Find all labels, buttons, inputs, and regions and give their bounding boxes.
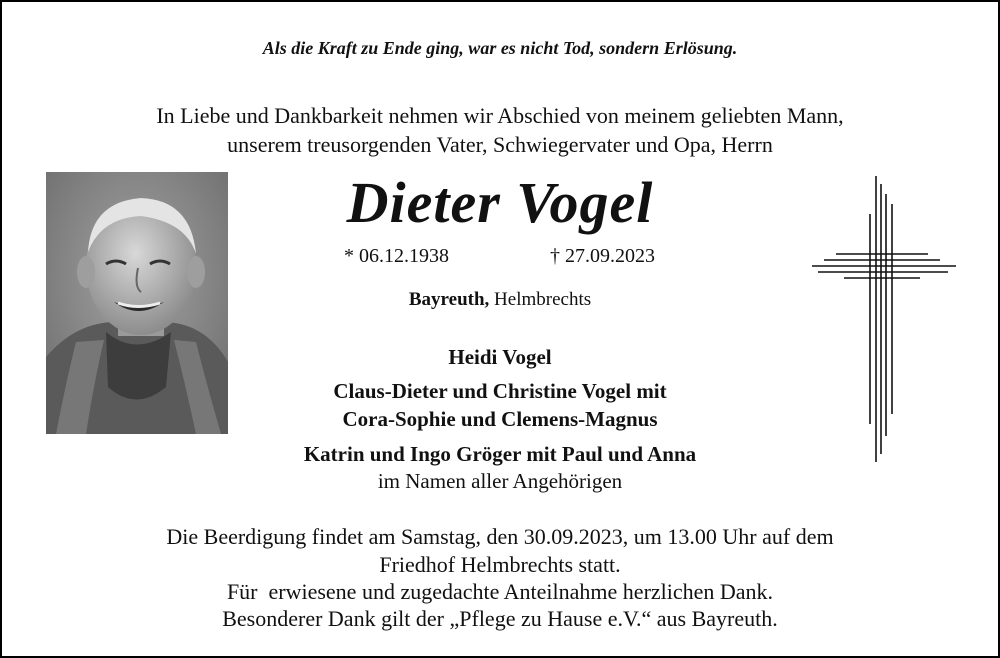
place-bold: Bayreuth, xyxy=(408,289,490,310)
deceased-name: Dieter Vogel xyxy=(346,170,654,235)
birth-date: * 06.12.1938 xyxy=(344,245,449,267)
cross-icon xyxy=(808,174,960,464)
closing-line-2: Friedhof Helmbrechts statt. xyxy=(379,552,621,577)
family-line-3: Cora-Sophie und Clemens-Magnus xyxy=(342,407,658,431)
closing-line-3: Für erwiesene und zugedachte Anteilnahme herzlichen Dank. xyxy=(226,579,774,604)
family-line-2: Claus-Dieter und Christine Vogel mit xyxy=(333,379,667,403)
on-behalf: im Namen aller Angehörigen xyxy=(377,469,623,493)
closing-line-1: Die Beerdigung findet am Samstag, den 30.09.2023, um 13.00 Uhr auf dem xyxy=(166,524,834,549)
closing-line-4: Besonderer Dank gilt der „Pflege zu Hause e.V.“ aus Bayreuth. xyxy=(222,606,778,631)
motto: Als die Kraft zu Ende ging, war es nicht Tod, sondern Erlösung. xyxy=(262,38,738,58)
family-line-4: Katrin und Ingo Gröger mit Paul und Anna xyxy=(303,442,697,466)
intro-line-1: In Liebe und Dankbarkeit nehmen wir Abschied von meinem geliebten Mann, xyxy=(156,103,844,128)
intro-line-2: unserem treusorgenden Vater, Schwiegervater und Opa, Herrn xyxy=(227,132,773,157)
death-date: † 27.09.2023 xyxy=(550,245,655,267)
place-rest: Helmbrechts xyxy=(489,289,592,310)
family-line-1: Heidi Vogel xyxy=(448,345,552,369)
